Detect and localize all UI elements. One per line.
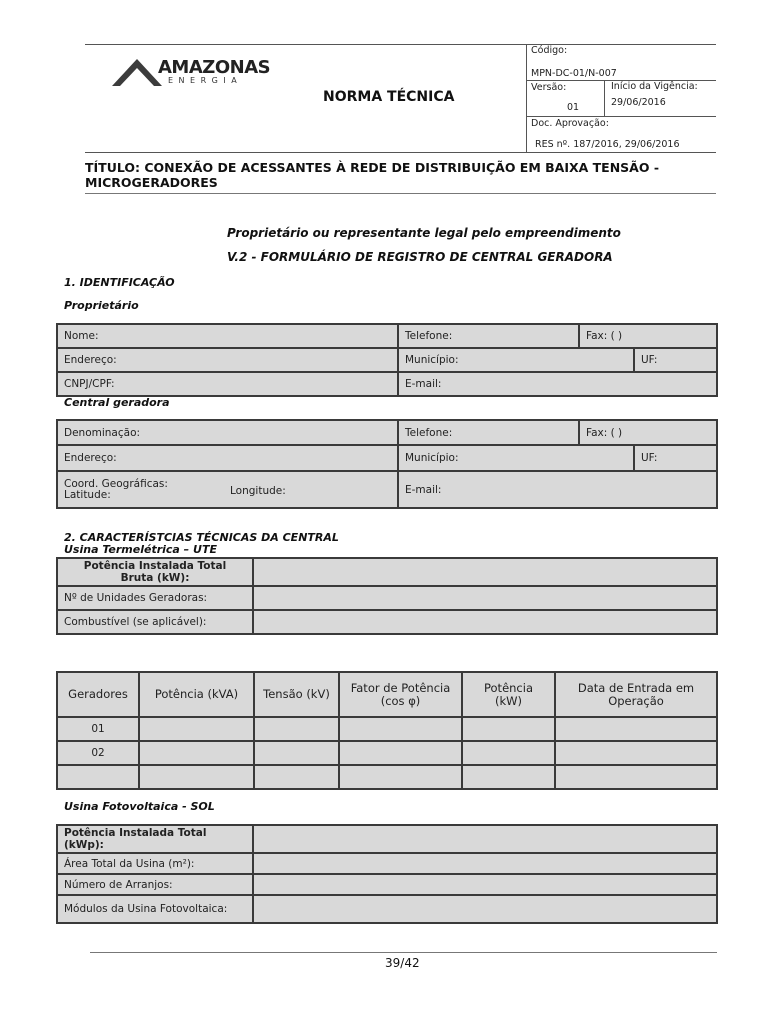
central-telefone-field[interactable]: Telefone: — [398, 420, 579, 445]
col-potencia-kva: Potência (kVA) — [139, 672, 254, 717]
versao-label: Versão: — [531, 82, 567, 93]
table-row — [57, 765, 717, 789]
gerador-id[interactable] — [57, 765, 139, 789]
central-geradora-table — [56, 419, 718, 509]
telefone-field[interactable]: Telefone: — [398, 324, 579, 348]
col-data-entrada: Data de Entrada em Operação — [555, 672, 717, 717]
geradores-header-row — [57, 672, 717, 717]
inicio-vigencia-value: 29/06/2016 — [611, 97, 666, 108]
central-endereco-field[interactable]: Endereço: — [57, 445, 398, 471]
company-logo — [110, 55, 280, 89]
sol-potencia-label: Potência Instalada Total (kWp): — [57, 825, 253, 853]
central-geradora-heading: Central geradora — [64, 396, 170, 409]
document-title: TÍTULO: CONEXÃO DE ACESSANTES À REDE DE DISTRIBUIÇÃO EM BAIXA TENSÃO - MICROGERADORES — [85, 160, 660, 190]
sol-arranjos-label: Número de Arranjos: — [57, 874, 253, 895]
central-municipio-field[interactable]: Município: — [398, 445, 634, 471]
ute-combustivel-input[interactable] — [253, 610, 717, 634]
coordenadas-field[interactable]: Coord. Geográficas: Latitude: Longitude: — [57, 471, 398, 508]
ute-table — [56, 557, 718, 635]
gerador-id: 01 — [57, 717, 139, 741]
endereco-field[interactable]: Endereço: — [57, 348, 398, 372]
col-tensao: Tensão (kV) — [254, 672, 339, 717]
central-fax-field[interactable]: Fax: ( ) — [579, 420, 717, 445]
footer-rule — [90, 952, 717, 953]
page-number: 39/42 — [385, 956, 420, 970]
denominacao-field[interactable]: Denominação: — [57, 420, 398, 445]
form-subtitle: Proprietário ou representante legal pelo empreendimento — [227, 226, 621, 240]
versao-value: 01 — [567, 102, 580, 113]
codigo-value: MPN-DC-01/N-007 — [531, 68, 617, 79]
section-2-heading: 2. CARACTERÍSTCIAS TÉCNICAS DA CENTRAL — [64, 531, 339, 544]
col-geradores: Geradores — [57, 672, 139, 717]
central-email-field[interactable]: E-mail: — [398, 471, 717, 508]
ute-unidades-label: Nº de Unidades Geradoras: — [57, 586, 253, 610]
proprietario-heading: Proprietário — [64, 299, 139, 312]
sol-area-label: Área Total da Usina (m²): — [57, 853, 253, 874]
ute-potencia-label: Potência Instalada Total Bruta (kW): — [57, 558, 253, 586]
uf-field[interactable]: UF: — [634, 348, 717, 372]
sol-heading: Usina Fotovoltaica - SOL — [64, 800, 215, 813]
inicio-vigencia-label: Início da Vigência: — [611, 81, 698, 92]
codigo-label: Código: — [531, 45, 568, 56]
aprovacao-label: Doc. Aprovação: — [531, 118, 609, 129]
sol-area-input[interactable] — [253, 853, 717, 874]
col-fator-potencia: Fator de Potência (cos φ) — [339, 672, 462, 717]
sol-modulos-label: Módulos da Usina Fotovoltaica: — [57, 895, 253, 923]
ute-heading: Usina Termelétrica – UTE — [64, 543, 217, 556]
municipio-field[interactable]: Município: — [398, 348, 634, 372]
geradores-table — [56, 671, 718, 790]
sol-table — [56, 824, 718, 924]
header-divider — [526, 44, 527, 152]
title-rule — [85, 193, 716, 194]
mountain-logo-icon — [110, 57, 164, 87]
header-top-rule — [85, 44, 716, 45]
section-1-heading: 1. IDENTIFICAÇÃO — [64, 276, 175, 289]
table-row — [57, 741, 717, 765]
gerador-id: 02 — [57, 741, 139, 765]
proprietario-table — [56, 323, 718, 397]
ute-potencia-input[interactable] — [253, 558, 717, 586]
logo-subword: ENERGIA — [168, 76, 243, 85]
table-row — [57, 717, 717, 741]
header-bottom-rule — [85, 152, 716, 153]
cnpj-cpf-field[interactable]: CNPJ/CPF: — [57, 372, 398, 396]
central-uf-field[interactable]: UF: — [634, 445, 717, 471]
email-field[interactable]: E-mail: — [398, 372, 717, 396]
aprovacao-value: RES nº. 187/2016, 29/06/2016 — [535, 139, 680, 150]
document-type: NORMA TÉCNICA — [323, 89, 455, 105]
form-title: V.2 - FORMULÁRIO DE REGISTRO DE CENTRAL GERADORA — [227, 250, 613, 264]
sol-arranjos-input[interactable] — [253, 874, 717, 895]
sol-potencia-input[interactable] — [253, 825, 717, 853]
nome-field[interactable]: Nome: — [57, 324, 398, 348]
col-potencia-kw: Potência (kW) — [462, 672, 555, 717]
sol-modulos-input[interactable] — [253, 895, 717, 923]
logo-word: AMAZONAS — [158, 57, 271, 78]
ute-unidades-input[interactable] — [253, 586, 717, 610]
fax-field[interactable]: Fax: ( ) — [579, 324, 717, 348]
ute-combustivel-label: Combustível (se aplicável): — [57, 610, 253, 634]
